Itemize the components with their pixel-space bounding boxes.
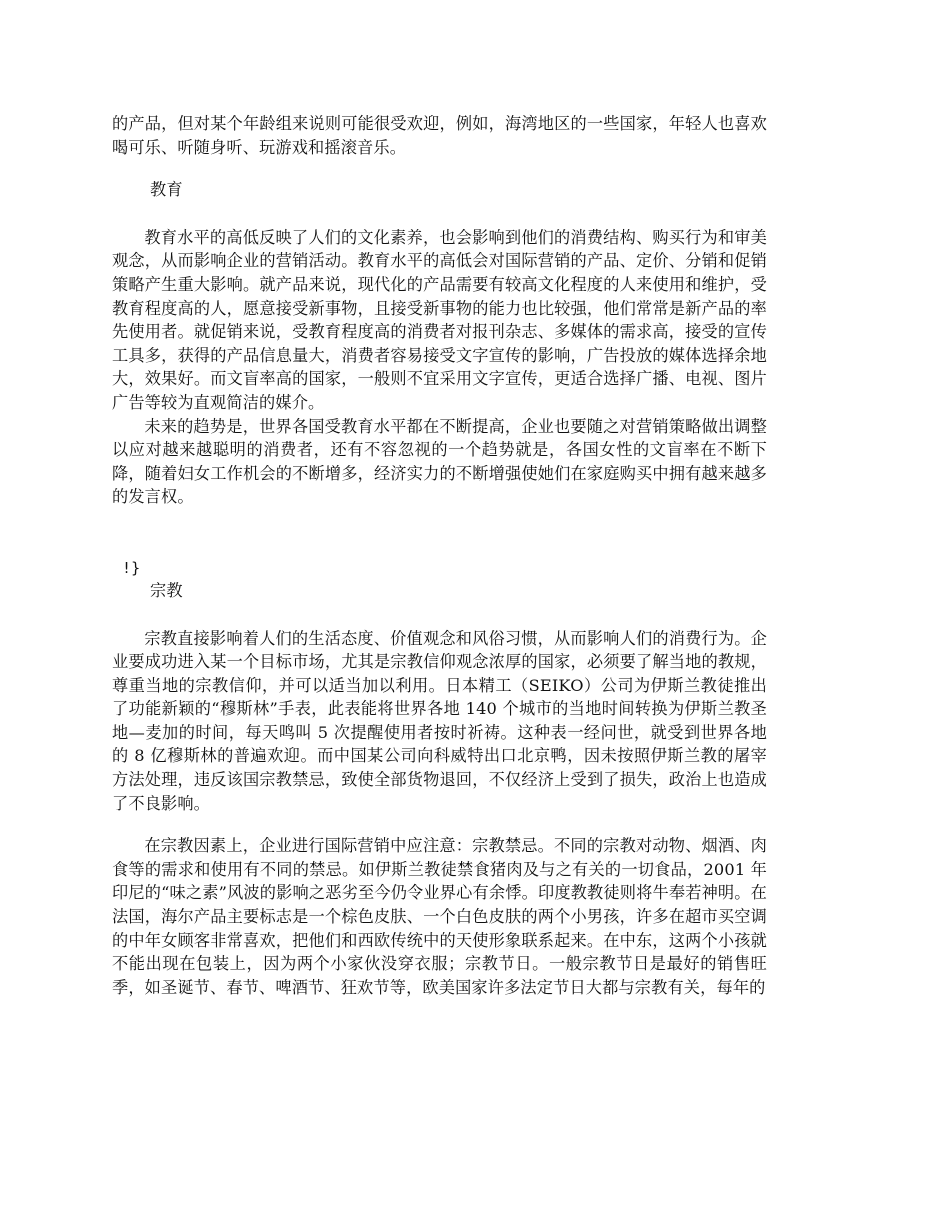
spacer: [112, 202, 767, 226]
education-paragraph-2: 未来的趋势是，世界各国受教育水平都在不断提高，企业也要随之对营销策略做出调整以应对越来越聪明的消费者，还有不容忽视的一个趋势就是，各国女性的文盲率在不断下降，随着妇女工作机会的不断增多，经济实力的不断增强使她们在家庭购买中拥有越来越多的发言权。: [112, 416, 767, 507]
spacer: [112, 159, 767, 178]
religion-paragraph-2: 在宗教因素上，企业进行国际营销中应注意：宗教禁忌。不同的宗教对动物、烟酒、肉食等的需求和使用有不同的禁忌。如伊斯兰教徒禁食猪肉及与之有关的一切食品，2001 年印尼的“味之素”风波的影响之恶劣至今仍令业界心有余悸。印度教教徒则将牛奉若神明。在法国，海尔产品主要标志是一个棕色皮肤、一个白色皮肤的两个小男孩，许多在超市买空调的中年女顾客非常喜欢，把他们和西欧传统中的天使形象联系起来。在中东，这两个小孩就不能出现在包装上，因为两个小家伙没穿衣服；宗教节日。一般宗教节日是最好的销售旺季，如圣诞节、春节、啤酒节、狂欢节等，欧美国家许多法定节日大都与宗教有关，每年的: [112, 836, 767, 997]
education-paragraph-1: 教育水平的高低反映了人们的文化素养，也会影响到他们的消费结构、购买行为和审美观念，从而影响企业的营销活动。教育水平的高低会对国际营销的产品、定价、分销和促销策略产生重大影响。就产品来说，现代化的产品需要有较高文化程度的人来使用和维护，受教育程度高的人，愿意接受新事物，且接受新事物的能力也比较强，他们常常是新产品的率先使用者。就促销来说，受教育程度高的消费者对报刊杂志、多媒体的需求高，接受的宣传工具多，获得的产品信息量大，消费者容易接受文字宣传的影响，广告投放的媒体选择余地大，效果好。而文盲率高的国家，一般则不宜采用文字宣传，更适合选择广播、电视、图片广告等较为直观简洁的媒介。: [112, 227, 767, 412]
spacer: [112, 815, 767, 834]
stray-mark: !}: [122, 558, 141, 577]
intro-tail-paragraph: 的产品，但对某个年龄组来说则可能很受欢迎，例如，海湾地区的一些国家，年轻人也喜欢喝可乐、听随身听、玩游戏和摇滚音乐。: [112, 114, 767, 157]
religion-paragraph-1: 宗教直接影响着人们的生活态度、价值观念和风俗习惯，从而影响人们的消费行为。企业要成功进入某一个目标市场，尤其是宗教信仰观念浓厚的国家，必须要了解当地的教规，尊重当地的宗教信仰，并可以适当加以利用。日本精工（SEIKO）公司为伊斯兰教徒推出了功能新颖的“穆斯林”手表，此表能将世界各地 140 个城市的当地时间转换为伊斯兰教圣地—麦加的时间，每天鸣叫 5 次提醒使用者按时祈祷。这种表一经问世，就受到世界各地的 8 亿穆斯林的普遍欢迎。而中国某公司向科威特出口北京鸭，因未按照伊斯兰教的屠宰方法处理，违反该国宗教禁忌，致使全部货物退回，不仅经济上受到了损失，政治上也造成了不良影响。: [112, 628, 767, 813]
document-page: [112, 112, 767, 999]
education-heading: 教育: [150, 180, 183, 200]
religion-heading: 宗教: [150, 580, 183, 600]
spacer: [112, 603, 767, 627]
spacer: [112, 509, 767, 557]
